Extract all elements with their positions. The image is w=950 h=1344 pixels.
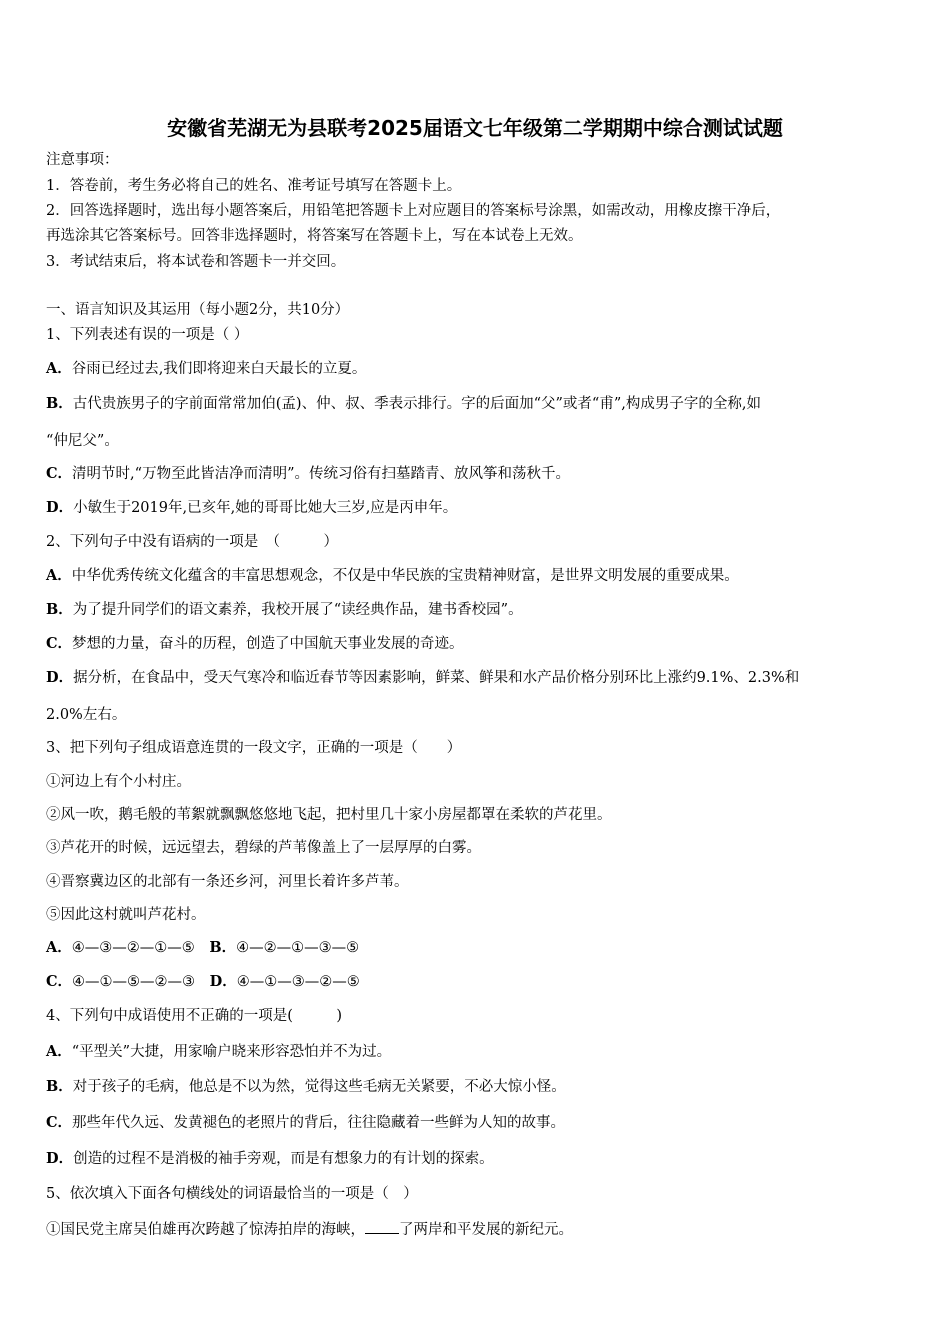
option-text: ④—①—⑤—②—③: [72, 974, 196, 990]
q3-sentence-2: ②风一吹，鹅毛般的苇絮就飘飘悠悠地飞起，把村里几十家小房屋都罩在柔软的芦花里。: [46, 807, 612, 823]
q3-sentence-4: ④晋察冀边区的北部有一条还乡河，河里长着许多芦苇。: [46, 874, 409, 890]
option-label: D．: [46, 669, 74, 686]
q4-option-b: [46, 1077, 566, 1097]
option-label: B．: [46, 395, 73, 412]
option-text: ④—③—②—①—⑤: [71, 940, 195, 956]
q1-option-d: [46, 498, 457, 518]
option-text: 谷雨已经过去,我们即将迎来白天最长的立夏。: [71, 361, 367, 377]
option-text: 那些年代久远、发黄褪色的老照片的背后，往往隐藏着一些鲜为人知的故事。: [72, 1115, 566, 1131]
option-label: C．: [46, 973, 73, 990]
notice-item-2: 2．回答选择题时，选出每小题答案后，用铅笔把答题卡上对应题目的答案标号涂黑，如需改动，用橡皮擦干净后，: [46, 203, 781, 219]
option-text: “平型关”大捷，用家喻户晓来形容恐怕并不为过。: [71, 1044, 392, 1060]
option-text: 清明节时,“万物至此皆洁净而清明”。传统习俗有扫墓踏青、放风筝和荡秋千。: [72, 466, 570, 482]
question-5-stem: 5、依次填入下面各句横线处的词语最恰当的一项是（ ）: [46, 1186, 418, 1202]
q3-options-ab: [46, 938, 359, 958]
question-3-stem: 3、把下列句子组成语意连贯的一段文字，正确的一项是（ ）: [46, 740, 462, 756]
option-label: B．: [209, 939, 237, 956]
q3-sentence-1: ①河边上有个小村庄。: [46, 774, 191, 790]
question-4-stem: 4、下列句中成语使用不正确的一项是( ): [46, 1008, 343, 1024]
question-2-stem: 2、下列句子中没有语病的一项是 （ ）: [46, 534, 338, 550]
option-text: 为了提升同学们的语文素养，我校开展了“读经典作品，建书香校园”。: [72, 602, 523, 618]
q3-options-cd: [46, 972, 360, 992]
option-text: 古代贵族男子的字前面常常加伯(孟)、仲、叔、季表示排行。字的后面加“父”或者“甫”,构成男子字的全称,如: [72, 396, 761, 412]
q2-option-a: [46, 566, 739, 586]
notice-item-3: 3．考试结束后，将本试卷和答题卡一并交回。: [46, 254, 346, 270]
q4-option-d: [46, 1149, 494, 1169]
option-text: 创造的过程不是消极的袖手旁观，而是有想象力的有计划的探索。: [73, 1151, 494, 1167]
q1-option-b: [46, 394, 761, 414]
sentence-text: ①国民党主席吴伯雄再次跨越了惊涛拍岸的海峡，: [46, 1222, 365, 1238]
fill-blank: [365, 1219, 399, 1234]
section-heading: 一、语言知识及其运用（每小题2分，共10分）: [46, 302, 350, 318]
q4-option-a: [46, 1042, 391, 1062]
option-text: ④—②—①—③—⑤: [236, 940, 360, 956]
option-label: A．: [46, 1043, 72, 1060]
q2-option-d: [46, 668, 799, 688]
q5-sentence-1: [46, 1219, 573, 1240]
option-text: 梦想的力量，奋斗的历程，创造了中国航天事业发展的奇迹。: [72, 636, 464, 652]
option-text: 据分析，在食品中，受天气寒冷和临近春节等因素影响，鲜菜、鲜果和水产品价格分别环比上涨约9.1%、2.3%和: [73, 670, 800, 686]
option-label: D．: [46, 499, 74, 516]
option-label: D．: [209, 973, 237, 990]
q1-option-b-cont: “仲尼父”。: [46, 433, 119, 449]
sentence-text: 了两岸和平发展的新纪元。: [399, 1222, 573, 1238]
q3-sentence-5: ⑤因此这村就叫芦花村。: [46, 907, 206, 923]
option-label: B．: [46, 601, 73, 618]
option-text: 中华优秀传统文化蕴含的丰富思想观念，不仅是中华民族的宝贵精神财富，是世界文明发展的重要成果。: [71, 568, 739, 584]
q1-option-c: [46, 464, 570, 484]
q4-option-c: [46, 1113, 565, 1133]
q2-option-b: [46, 600, 523, 620]
notice-item-2-cont: 再选涂其它答案标号。回答非选择题时，将答案写在答题卡上，写在本试卷上无效。: [46, 228, 583, 244]
q3-sentence-3: ③芦花开的时候，远远望去，碧绿的芦苇像盖上了一层厚厚的白雾。: [46, 840, 481, 856]
q2-option-c: [46, 634, 464, 654]
option-text: 对于孩子的毛病，他总是不以为然，觉得这些毛病无关紧要，不必大惊小怪。: [72, 1079, 566, 1095]
option-text: ④—①—③—②—⑤: [236, 974, 360, 990]
option-label: C．: [46, 465, 73, 482]
option-label: A．: [46, 567, 72, 584]
option-label: B．: [46, 1078, 73, 1095]
notice-item-1: 1．答卷前，考生务必将自己的姓名、准考证号填写在答题卡上。: [46, 178, 462, 194]
option-label: D．: [46, 1150, 74, 1167]
option-text: 小敏生于2019年,已亥年,她的哥哥比她大三岁,应是丙申年。: [73, 500, 458, 516]
q1-option-a: [46, 359, 366, 379]
q2-option-d-cont: 2.0%左右。: [46, 707, 127, 723]
option-label: A．: [46, 360, 72, 377]
question-1-stem: 1、下列表述有误的一项是（ ）: [46, 327, 249, 343]
option-label: C．: [46, 1114, 73, 1131]
page-title: 安徽省芜湖无为县联考2025届语文七年级第二学期期中综合测试试题: [167, 116, 783, 140]
notice-heading: 注意事项：: [46, 152, 119, 168]
option-label: C．: [46, 635, 73, 652]
option-label: A．: [46, 939, 72, 956]
